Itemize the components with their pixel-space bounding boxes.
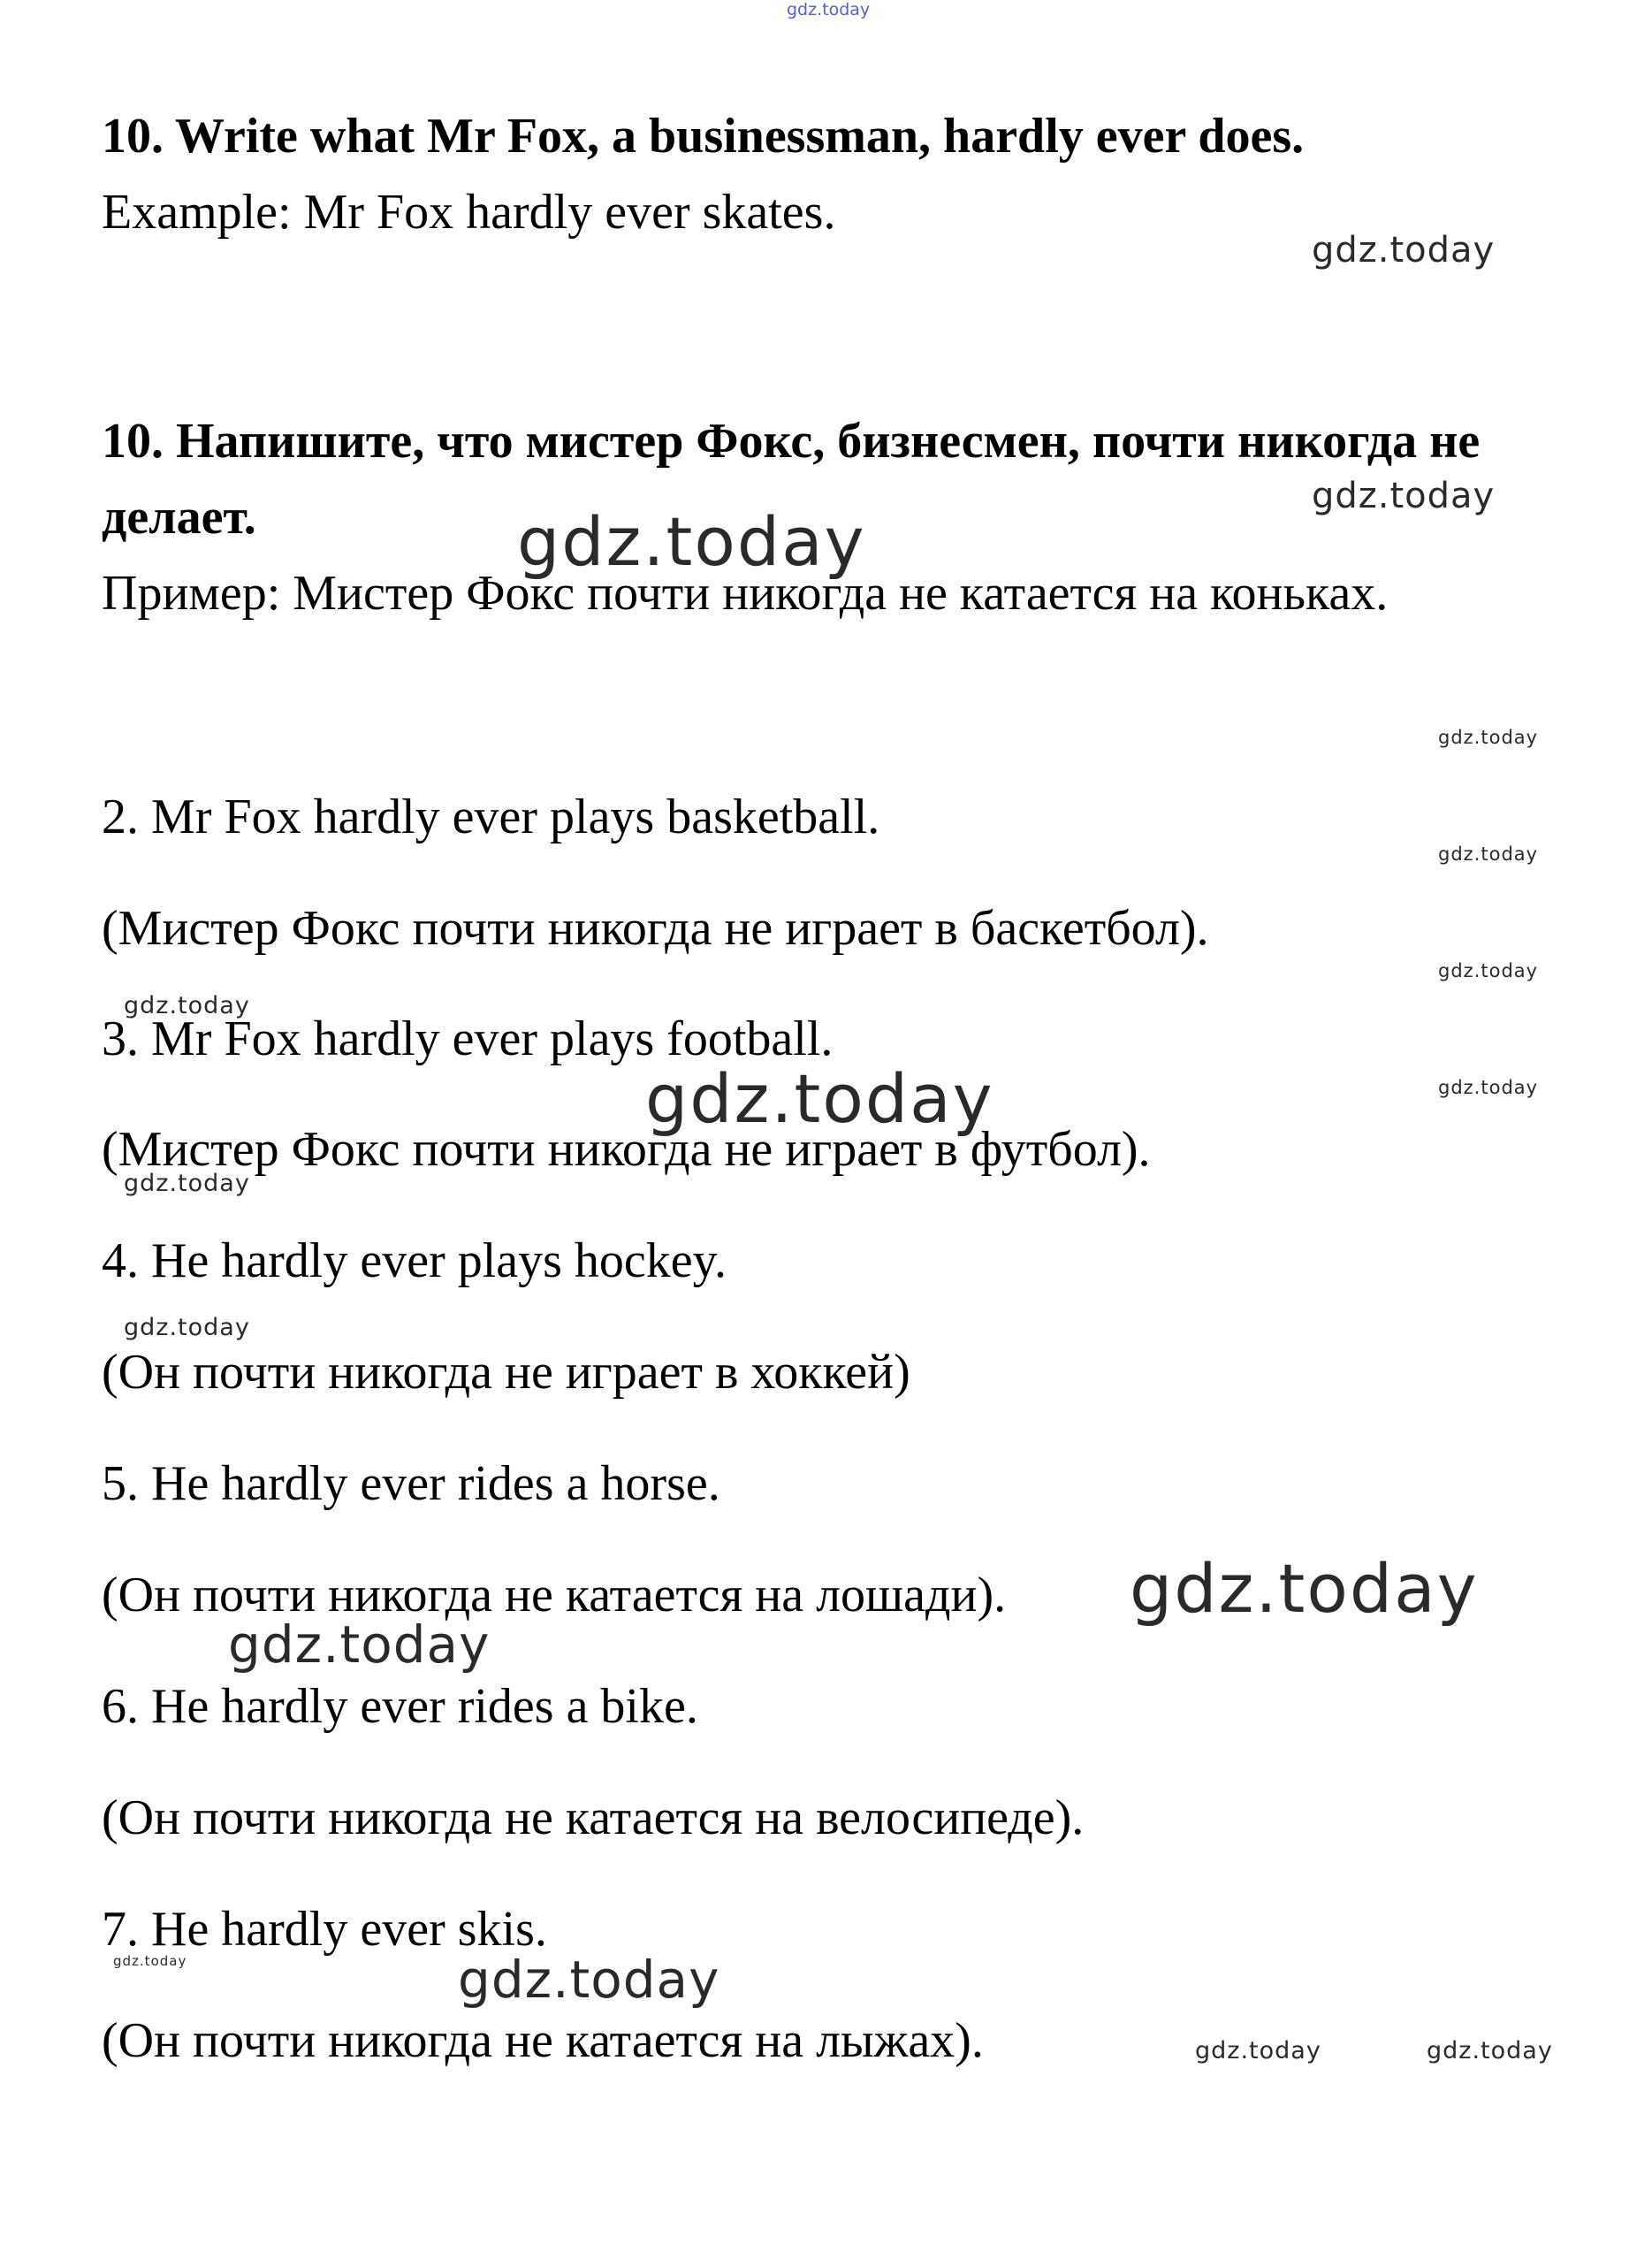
answer-ru: (Он почти никогда не играет в хоккей) (102, 1345, 910, 1400)
task-example-en: Example: Mr Fox hardly ever skates. (102, 185, 836, 240)
answer-en: 3. Mr Fox hardly ever plays football. (102, 1011, 834, 1066)
answer-ru: (Мистер Фокс почти никогда не играет в футбол). (102, 1122, 1151, 1177)
task-title-ru-line2: делает. (102, 490, 256, 545)
answer-ru: (Он почти никогда не катается на лошади). (102, 1568, 1007, 1622)
task-title-en: 10. Write what Mr Fox, a businessman, hardly ever does. (102, 109, 1305, 164)
watermark: gdz.today (1438, 727, 1539, 748)
watermark: gdz.today (228, 1614, 491, 1675)
watermark: gdz.today (1312, 230, 1496, 271)
answer-ru: (Он почти никогда не катается на лыжах). (102, 2013, 984, 2068)
task-example-ru: Пример: Мистер Фокс почти никогда не катается на коньках. (102, 566, 1389, 621)
answer-en: 5. He hardly ever rides a horse. (102, 1456, 720, 1511)
answer-ru: (Мистер Фокс почти никогда не играет в баскетбол). (102, 901, 1209, 956)
watermark: gdz.today (1438, 1077, 1539, 1098)
watermark: gdz.today (1312, 476, 1496, 516)
watermark-top: gdz.today (787, 0, 871, 19)
answer-ru: (Он почти никогда не катается на велосипеде). (102, 1790, 1085, 1845)
watermark: gdz.today (124, 992, 250, 1019)
watermark: gdz.today (1427, 2037, 1553, 2065)
task-title-ru-line1: 10. Напишите, что мистер Фокс, бизнесмен, почти никогда не (102, 414, 1481, 469)
answer-en: 6. He hardly ever rides a bike. (102, 1679, 698, 1734)
watermark: gdz.today (124, 1170, 250, 1197)
watermark-large: gdz.today (1130, 1549, 1479, 1628)
answer-en: 2. Mr Fox hardly ever plays basketball. (102, 790, 880, 844)
answer-en: 4. He hardly ever plays hockey. (102, 1233, 727, 1288)
watermark: gdz.today (1438, 960, 1539, 981)
watermark: gdz.today (1438, 843, 1539, 865)
watermark: gdz.today (1195, 2037, 1321, 2065)
watermark-large: gdz.today (645, 1059, 994, 1138)
watermark: gdz.today (124, 1314, 250, 1341)
watermark: gdz.today (458, 1950, 720, 2010)
answer-en: 7. He hardly ever skis. (102, 1902, 547, 1957)
watermark: gdz.today (113, 1953, 187, 1969)
watermark-large: gdz.today (517, 502, 866, 581)
